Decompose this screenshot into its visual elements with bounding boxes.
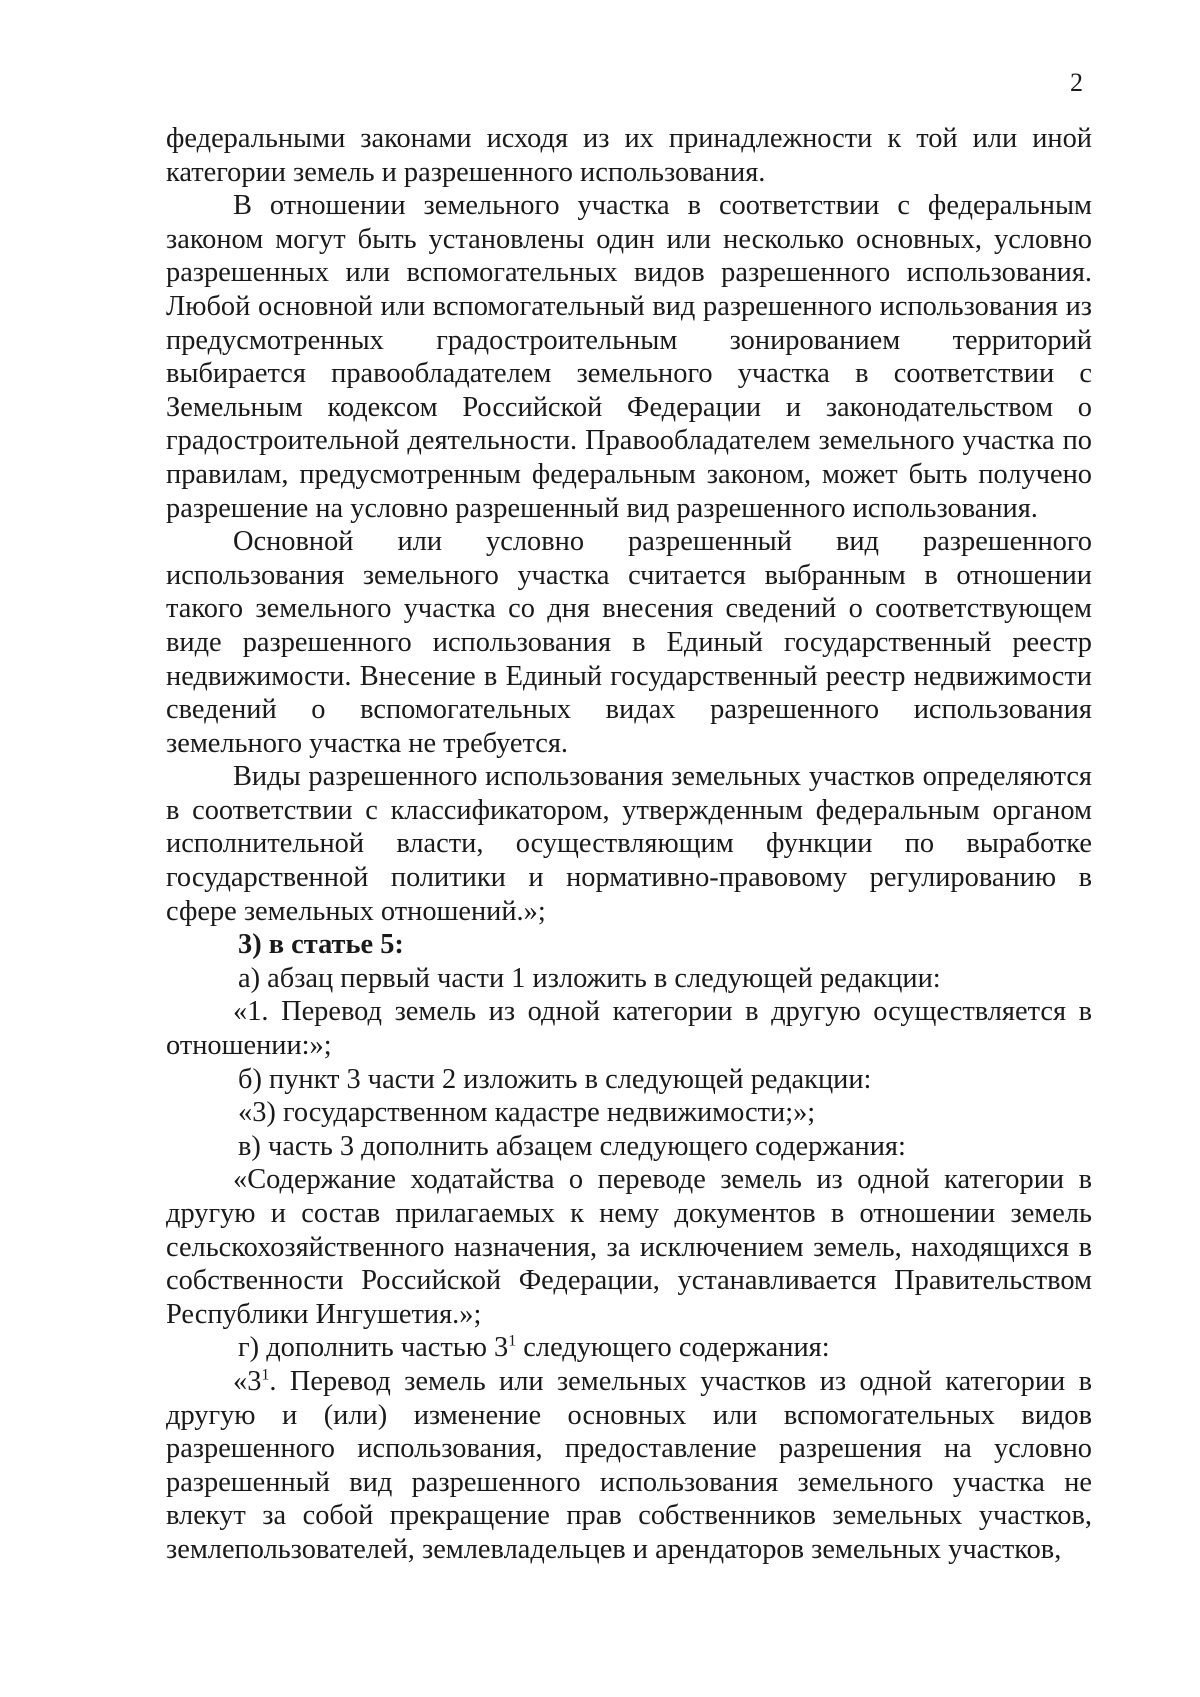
quote-item-b: «3) государственном кадастре недвижимости;»; [238, 1097, 816, 1129]
item-g-superscript: 1 [508, 1332, 517, 1350]
paragraph-selected-use-type: Основной или условно разрешенный вид разрешенного использования земельного участка считается выбранным в отношении такого земельного участка со дня внесения сведений о соответствующем виде разрешенного использования в Единый государственный реестр недвижимости. Внесение в Единый государственный реестр недвижимости сведений о вспомогательных видах разрешенного использования земельного участка не требуется. [166, 526, 1092, 759]
quote-item-g-start: «3 [233, 1365, 262, 1397]
item-g-text-start: г) дополнить частью 3 [238, 1332, 509, 1364]
quote-item-g-rest: . Перевод земель или земельных участков из одной категории в другую и (или) изменение основных или вспомогательных видов разрешенного использования, предоставление разрешения на условно разрешенный вид разрешенного использования земельного участка не влекут за собой прекращение прав собственников земельных участков, землепользователей, землевладельцев и арендаторов земельных участков, [166, 1365, 1092, 1565]
item-g-text-end: следующего содержания: [516, 1332, 830, 1364]
quote-item-g-superscript: 1 [261, 1366, 270, 1384]
item-b: б) пункт 3 части 2 изложить в следующей редакции: [238, 1063, 872, 1095]
item-v: в) часть 3 дополнить абзацем следующего содержания: [238, 1130, 906, 1162]
quote-item-g [166, 1365, 1092, 1567]
item-a: а) абзац первый части 1 изложить в следующей редакции: [238, 962, 941, 994]
quote-item-a: «1. Перевод земель из одной категории в другую осуществляется в отношении:»; [166, 996, 1092, 1062]
quote-item-v: «Содержание ходатайства о переводе земель из одной категории в другую и состав прилагаемых к нему документов в отношении земель сельскохозяйственного назначения, за исключением земель, находящихся в собственности Российской Федерации, устанавливается Правительством Республики Ингушетия.»; [166, 1164, 1092, 1330]
page-number: 2 [1070, 68, 1083, 97]
document-body [166, 122, 1092, 1567]
item-g [238, 1331, 1092, 1365]
item-heading-article-5: 3) в статье 5: [238, 929, 404, 961]
paragraph-continuation: федеральными законами исходя из их принадлежности к той или иной категории земель и разрешенного использования. [166, 123, 1092, 188]
paragraph-allowed-use-types: В отношении земельного участка в соответствии с федеральным законом могут быть установлены один или несколько основных, условно разрешенных или вспомогательных видов разрешенного использования. Любой основной или вспомогательный вид разрешенного использования из предусмотренных градостроительным зонированием территорий выбирается правообладателем земельного участка в соответствии с Земельным кодексом Российской Федерации и законодательством о градостроительной деятельности. Правообладателем земельного участка по правилам, предусмотренным федеральным законом, может быть получено разрешение на условно разрешенный вид разрешенного использования. [166, 190, 1092, 524]
paragraph-use-classifier: Виды разрешенного использования земельных участков определяются в соответствии с классификатором, утвержденным федеральным органом исполнительной власти, осуществляющим функции по выработке государственной политики и нормативно-правовому регулированию в сфере земельных отношений.»; [166, 761, 1092, 927]
